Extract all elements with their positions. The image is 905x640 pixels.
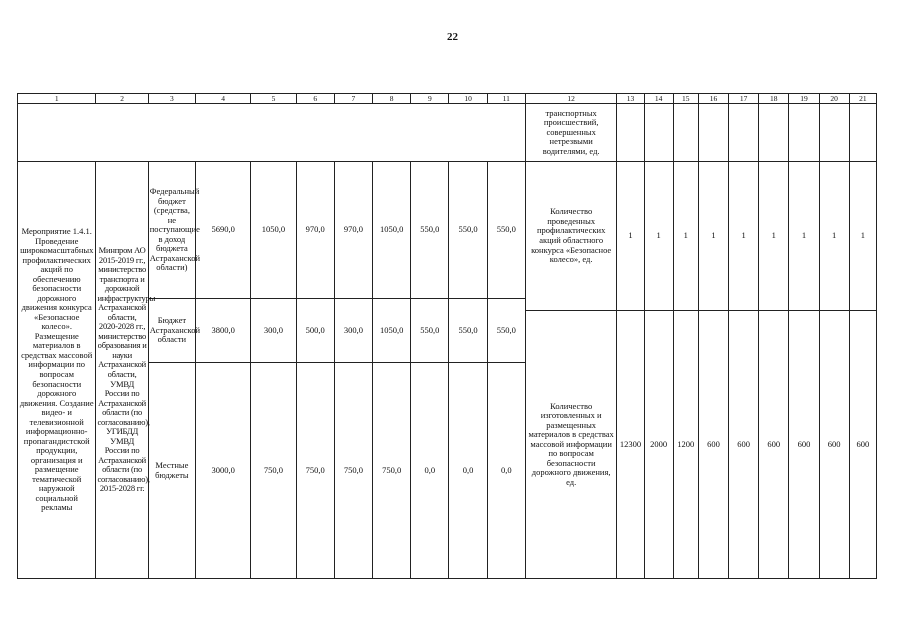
indicator-continued: транспортных происшествий, совершенных нетрезвыми водителями, ед. <box>525 104 617 162</box>
funding-source: Местные бюджеты <box>148 363 195 579</box>
indicator-name: Количество проведенных профилактических акций областного конкурса «Безопасное колесо», ед. <box>525 162 617 311</box>
value-cell: 550,0 <box>449 162 487 299</box>
col-header: 10 <box>449 94 487 104</box>
empty-cell <box>759 104 789 162</box>
empty-cell <box>617 104 644 162</box>
col-header: 15 <box>673 94 698 104</box>
value-cell: 970,0 <box>334 162 372 299</box>
value-cell: 550,0 <box>411 299 449 363</box>
col-header: 3 <box>148 94 195 104</box>
value-cell: 1050,0 <box>373 162 411 299</box>
value-cell: 500,0 <box>296 299 334 363</box>
continuation-blank <box>18 104 526 162</box>
col-header: 6 <box>296 94 334 104</box>
value-cell: 550,0 <box>411 162 449 299</box>
header-row <box>18 94 877 104</box>
empty-cell <box>644 104 673 162</box>
continuation-row <box>18 104 877 162</box>
indicator-value: 600 <box>849 311 876 579</box>
funding-source: Бюджет Астраханской области <box>148 299 195 363</box>
value-cell: 5690,0 <box>196 162 251 299</box>
value-cell: 300,0 <box>334 299 372 363</box>
indicator-value: 1 <box>617 162 644 311</box>
value-cell: 550,0 <box>487 299 525 363</box>
col-header: 21 <box>849 94 876 104</box>
indicator-value: 2000 <box>644 311 673 579</box>
indicator-value: 600 <box>729 311 759 579</box>
col-header: 9 <box>411 94 449 104</box>
value-cell: 550,0 <box>487 162 525 299</box>
indicator-value: 1 <box>849 162 876 311</box>
value-cell: 0,0 <box>411 363 449 579</box>
empty-cell <box>673 104 698 162</box>
col-header: 13 <box>617 94 644 104</box>
indicator-value: 12300 <box>617 311 644 579</box>
value-cell: 300,0 <box>251 299 296 363</box>
value-cell: 970,0 <box>296 162 334 299</box>
col-header: 14 <box>644 94 673 104</box>
page-number: 22 <box>447 31 458 43</box>
indicator-value: 1 <box>789 162 819 311</box>
empty-cell <box>849 104 876 162</box>
empty-cell <box>789 104 819 162</box>
value-cell: 0,0 <box>487 363 525 579</box>
value-cell: 750,0 <box>251 363 296 579</box>
empty-cell <box>819 104 849 162</box>
funding-source: Федеральный бюджет (средства, не поступающие в доход бюджета Астраханской области) <box>148 162 195 299</box>
col-header: 11 <box>487 94 525 104</box>
value-cell: 1050,0 <box>251 162 296 299</box>
value-cell: 1050,0 <box>373 299 411 363</box>
indicator-value: 600 <box>698 311 728 579</box>
col-header: 8 <box>373 94 411 104</box>
col-header: 12 <box>525 94 617 104</box>
indicator-value: 1 <box>729 162 759 311</box>
col-header: 4 <box>196 94 251 104</box>
value-cell: 3000,0 <box>196 363 251 579</box>
indicator-value: 1 <box>759 162 789 311</box>
col-header: 18 <box>759 94 789 104</box>
indicator-value: 1 <box>698 162 728 311</box>
indicator-name: Количество изготовленных и размещенных материалов в средствах массовой информации по вопросам безопасности дорожного движения, ед. <box>525 311 617 579</box>
col-header: 17 <box>729 94 759 104</box>
value-cell: 750,0 <box>296 363 334 579</box>
col-header: 19 <box>789 94 819 104</box>
program-table <box>17 93 877 579</box>
col-header: 1 <box>18 94 96 104</box>
col-header: 5 <box>251 94 296 104</box>
indicator-value: 1 <box>819 162 849 311</box>
measure-description: Мероприятие 1.4.1. Проведение широкомасштабных профилактических акций по обеспечению безопасности дорожного движения конкурса «Безопасное колесо». Размещение материалов в средствах массовой информации по вопросам безопасности дорожного движения. Создание видео- и телевизионной информационно-пропагандистской продукции, организация и размещение тематической наружной социальной рекламы <box>18 162 96 579</box>
indicator-value: 1 <box>644 162 673 311</box>
empty-cell <box>729 104 759 162</box>
indicator-value: 600 <box>819 311 849 579</box>
value-cell: 550,0 <box>449 299 487 363</box>
col-header: 2 <box>96 94 148 104</box>
col-header: 16 <box>698 94 728 104</box>
table-row <box>18 162 877 299</box>
indicator-value: 1 <box>673 162 698 311</box>
empty-cell <box>698 104 728 162</box>
value-cell: 750,0 <box>373 363 411 579</box>
indicator-value: 1200 <box>673 311 698 579</box>
value-cell: 750,0 <box>334 363 372 579</box>
value-cell: 0,0 <box>449 363 487 579</box>
executors: Минпром АО 2015-2019 гг., министерство транспорта и дорожной инфраструктуры Астраханской области, 2020-2028 гг., министерство образования и науки Астраханской области, УМВД России по Астраханской области (по согласованию), УГИБДД УМВД России по Астраханской области (по согласованию), 2015-2028 гг. <box>96 162 148 579</box>
indicator-value: 600 <box>759 311 789 579</box>
col-header: 7 <box>334 94 372 104</box>
value-cell: 3800,0 <box>196 299 251 363</box>
col-header: 20 <box>819 94 849 104</box>
indicator-value: 600 <box>789 311 819 579</box>
